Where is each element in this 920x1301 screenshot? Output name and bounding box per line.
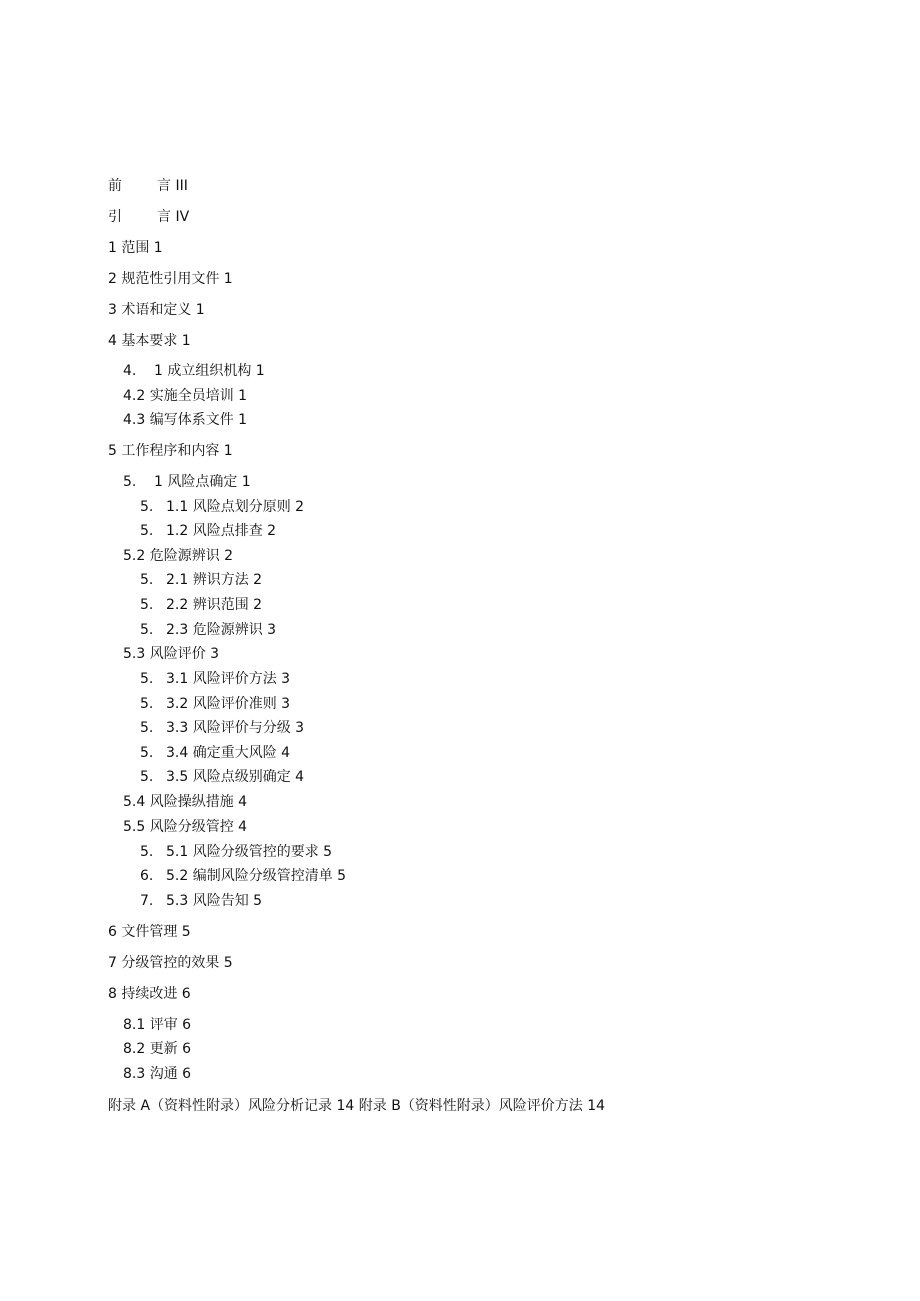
toc-entry bbox=[140, 670, 290, 688]
toc-entry bbox=[140, 768, 304, 786]
toc-entry-text: 1 风险点确定 1 bbox=[154, 474, 251, 490]
toc-entry: 7 分级管控的效果 5 bbox=[108, 955, 233, 971]
toc-entry bbox=[123, 362, 265, 380]
toc-entry: 2 规范性引用文件 1 bbox=[108, 271, 233, 287]
toc-entry bbox=[140, 498, 304, 516]
toc-entry-text: 2.2 辨识范围 2 bbox=[166, 597, 263, 613]
toc-entry: 8.2 更新 6 bbox=[123, 1041, 192, 1057]
toc-entry-text: 2.1 辨识方法 2 bbox=[166, 572, 263, 588]
toc-entry bbox=[140, 621, 276, 639]
toc-entry: 1 范围 1 bbox=[108, 240, 163, 256]
toc-entry-number: 5. bbox=[140, 597, 154, 613]
toc-entry: 5.4 风险操纵措施 4 bbox=[123, 794, 248, 810]
toc-entry-number: 5. bbox=[140, 696, 154, 712]
toc-entry-number: 5. bbox=[140, 523, 154, 539]
toc-entry: 5.5 风险分级管控 4 bbox=[123, 819, 248, 835]
toc-entry-text: 1.1 风险点划分原则 2 bbox=[166, 499, 305, 515]
toc-entry-number: 5. bbox=[140, 572, 154, 588]
toc-entry: 5.2 危险源辨识 2 bbox=[123, 548, 234, 564]
toc-entry-text: 2.3 危险源辨识 3 bbox=[166, 622, 277, 638]
toc-entry-number: 5. bbox=[140, 499, 154, 515]
toc-entry-number: 5. bbox=[140, 769, 154, 785]
toc-intro-char: 引 bbox=[108, 209, 122, 225]
toc-entry: 8.3 沟通 6 bbox=[123, 1066, 192, 1082]
toc-entry-number: 5. bbox=[140, 622, 154, 638]
toc-entry bbox=[140, 867, 346, 885]
toc-entry: 3 术语和定义 1 bbox=[108, 302, 205, 318]
toc-entry bbox=[140, 596, 262, 614]
toc-entry-number: 7. bbox=[140, 893, 154, 909]
toc-preface-char: 前 bbox=[108, 178, 122, 194]
toc-entry bbox=[140, 892, 262, 910]
toc-entry: 5.3 风险评价 3 bbox=[123, 646, 220, 662]
toc-entry: 6 文件管理 5 bbox=[108, 924, 191, 940]
toc-appendix: 附录 A（资料性附录）风险分析记录 14 附录 B（资料性附录）风险评价方法 14 bbox=[108, 1098, 606, 1114]
toc-entry: 4.2 实施全员培训 1 bbox=[123, 388, 248, 404]
toc-entry-text: 1.2 风险点排查 2 bbox=[166, 523, 277, 539]
toc-entry-text: 3.3 风险评价与分级 3 bbox=[166, 720, 305, 736]
toc-entry-text: 5.2 编制风险分级管控清单 5 bbox=[166, 868, 347, 884]
toc-intro-rest: 言 IV bbox=[157, 209, 190, 225]
toc-entry: 8.1 评审 6 bbox=[123, 1017, 192, 1033]
toc-entry-number: 5. bbox=[140, 720, 154, 736]
toc-entry bbox=[140, 719, 304, 737]
toc-entry bbox=[123, 473, 251, 491]
toc-entry bbox=[140, 744, 290, 762]
toc-entry-text: 5.3 风险告知 5 bbox=[166, 893, 263, 909]
toc-entry-text: 5.1 风险分级管控的要求 5 bbox=[166, 844, 333, 860]
toc-intro bbox=[108, 208, 189, 226]
toc-entry: 4 基本要求 1 bbox=[108, 333, 191, 349]
toc-entry-number: 5. bbox=[140, 844, 154, 860]
toc-entry-number: 4. bbox=[123, 363, 137, 379]
toc-entry-text: 3.5 风险点级别确定 4 bbox=[166, 769, 305, 785]
toc-entry-text: 3.1 风险评价方法 3 bbox=[166, 671, 291, 687]
toc-entry bbox=[140, 522, 276, 540]
toc-entry-number: 5. bbox=[140, 745, 154, 761]
toc-entry-number: 6. bbox=[140, 868, 154, 884]
toc-entry-text: 3.4 确定重大风险 4 bbox=[166, 745, 291, 761]
toc-entry: 5 工作程序和内容 1 bbox=[108, 443, 233, 459]
toc-preface bbox=[108, 177, 188, 195]
toc-entry-text: 1 成立组织机构 1 bbox=[154, 363, 265, 379]
toc-entry bbox=[140, 571, 262, 589]
toc-entry-number: 5. bbox=[123, 474, 137, 490]
toc-entry-number: 5. bbox=[140, 671, 154, 687]
toc-entry bbox=[140, 695, 290, 713]
toc-entry bbox=[140, 843, 332, 861]
toc-preface-rest: 言 III bbox=[157, 178, 188, 194]
toc-entry: 4.3 编写体系文件 1 bbox=[123, 412, 248, 428]
toc-entry: 8 持续改进 6 bbox=[108, 986, 191, 1002]
toc-entry-text: 3.2 风险评价准则 3 bbox=[166, 696, 291, 712]
